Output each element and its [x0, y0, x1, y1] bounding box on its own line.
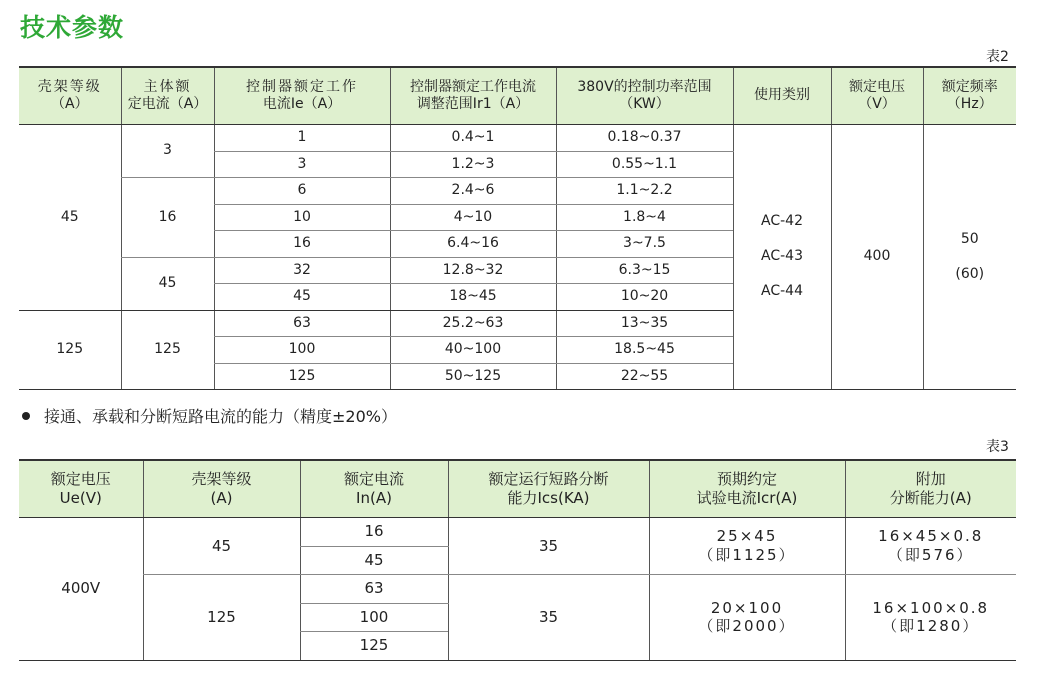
t3-header-ics: 额定运行短路分断 能力Ics(KA) — [448, 460, 649, 518]
table2-label: 表2 — [986, 49, 1009, 65]
t2-ie: 3 — [214, 151, 390, 178]
t2-voltage: 400 — [831, 125, 923, 390]
table-row — [19, 125, 1016, 152]
t2-ie: 100 — [214, 337, 390, 364]
t2-ie: 125 — [214, 363, 390, 390]
t2-ie: 32 — [214, 257, 390, 284]
t2-power: 0.18~0.37 — [556, 125, 733, 152]
t2-ie: 1 — [214, 125, 390, 152]
t2-power: 6.3~15 — [556, 257, 733, 284]
t2-header-ie: 控制器额定工作 电流Ie（A） — [214, 67, 390, 125]
t2-power: 3~7.5 — [556, 231, 733, 258]
t2-ie: 6 — [214, 178, 390, 205]
t2-frame-125: 125 — [19, 310, 121, 390]
t3-header-frame: 壳架等级 (A) — [143, 460, 300, 518]
t2-body-16: 16 — [121, 178, 214, 258]
t3-frame-45: 45 — [143, 518, 300, 575]
table3 — [19, 459, 1016, 661]
t2-header-frame: 壳架等级 （A） — [19, 67, 121, 125]
table2-header-row — [19, 67, 1016, 125]
t2-header-frequency: 额定频率 （Hz） — [923, 67, 1016, 125]
t2-ie: 45 — [214, 284, 390, 311]
t3-current: 45 — [300, 546, 448, 575]
table3-label: 表3 — [986, 439, 1009, 455]
t2-usage: AC-42 AC-43 AC-44 — [733, 125, 831, 390]
table2 — [19, 66, 1016, 390]
table3-header-row — [19, 460, 1016, 518]
t2-header-voltage: 额定电压 （V） — [831, 67, 923, 125]
t2-ir1: 4~10 — [390, 204, 556, 231]
table-row — [19, 518, 1016, 547]
t2-ir1: 40~100 — [390, 337, 556, 364]
bullet-text: 接通、承载和分断短路电流的能力（精度±20%） — [44, 407, 397, 426]
t3-header-icr: 预期约定 试验电流Icr(A) — [649, 460, 845, 518]
bullet-text-line — [22, 404, 397, 427]
t2-frequency: 50 (60) — [923, 125, 1016, 390]
t3-extra: 16×100×0.8 （即1280） — [845, 575, 1016, 661]
t2-frame-45: 45 — [19, 125, 121, 311]
t2-ir1: 6.4~16 — [390, 231, 556, 258]
t2-ie: 10 — [214, 204, 390, 231]
t3-ics: 35 — [448, 518, 649, 575]
t2-header-body-current: 主体额 定电流（A） — [121, 67, 214, 125]
t2-body-45: 45 — [121, 257, 214, 310]
t2-ir1: 1.2~3 — [390, 151, 556, 178]
t2-ir1: 18~45 — [390, 284, 556, 311]
t2-header-ir1: 控制器额定工作电流 调整范围Ir1（A） — [390, 67, 556, 125]
t2-ie: 16 — [214, 231, 390, 258]
t3-current: 16 — [300, 518, 448, 547]
t3-extra: 16×45×0.8 （即576） — [845, 518, 1016, 575]
t3-header-voltage: 额定电压 Ue(V) — [19, 460, 143, 518]
t3-header-current: 额定电流 In(A) — [300, 460, 448, 518]
t3-current: 63 — [300, 575, 448, 604]
t2-body-3: 3 — [121, 125, 214, 178]
t2-ir1: 50~125 — [390, 363, 556, 390]
t2-power: 0.55~1.1 — [556, 151, 733, 178]
section-title: 技术参数 — [20, 13, 125, 42]
bullet-icon — [22, 412, 30, 420]
t2-ir1: 0.4~1 — [390, 125, 556, 152]
t3-frame-125: 125 — [143, 575, 300, 661]
t3-icr: 25×45 （即1125） — [649, 518, 845, 575]
t2-ir1: 2.4~6 — [390, 178, 556, 205]
t3-voltage: 400V — [19, 518, 143, 661]
t2-power: 22~55 — [556, 363, 733, 390]
t2-ir1: 25.2~63 — [390, 310, 556, 337]
t2-power: 18.5~45 — [556, 337, 733, 364]
t3-current: 125 — [300, 632, 448, 661]
t2-ir1: 12.8~32 — [390, 257, 556, 284]
t3-header-extra: 附加 分断能力(A) — [845, 460, 1016, 518]
t2-power: 13~35 — [556, 310, 733, 337]
t2-power: 1.1~2.2 — [556, 178, 733, 205]
t2-power: 1.8~4 — [556, 204, 733, 231]
t2-header-power: 380V的控制功率范围 （KW） — [556, 67, 733, 125]
t2-header-usage: 使用类别 — [733, 67, 831, 125]
t3-icr: 20×100 （即2000） — [649, 575, 845, 661]
t3-current: 100 — [300, 603, 448, 632]
t2-body-125: 125 — [121, 310, 214, 390]
t2-ie: 63 — [214, 310, 390, 337]
t2-power: 10~20 — [556, 284, 733, 311]
t3-ics: 35 — [448, 575, 649, 661]
table-row — [19, 575, 1016, 604]
